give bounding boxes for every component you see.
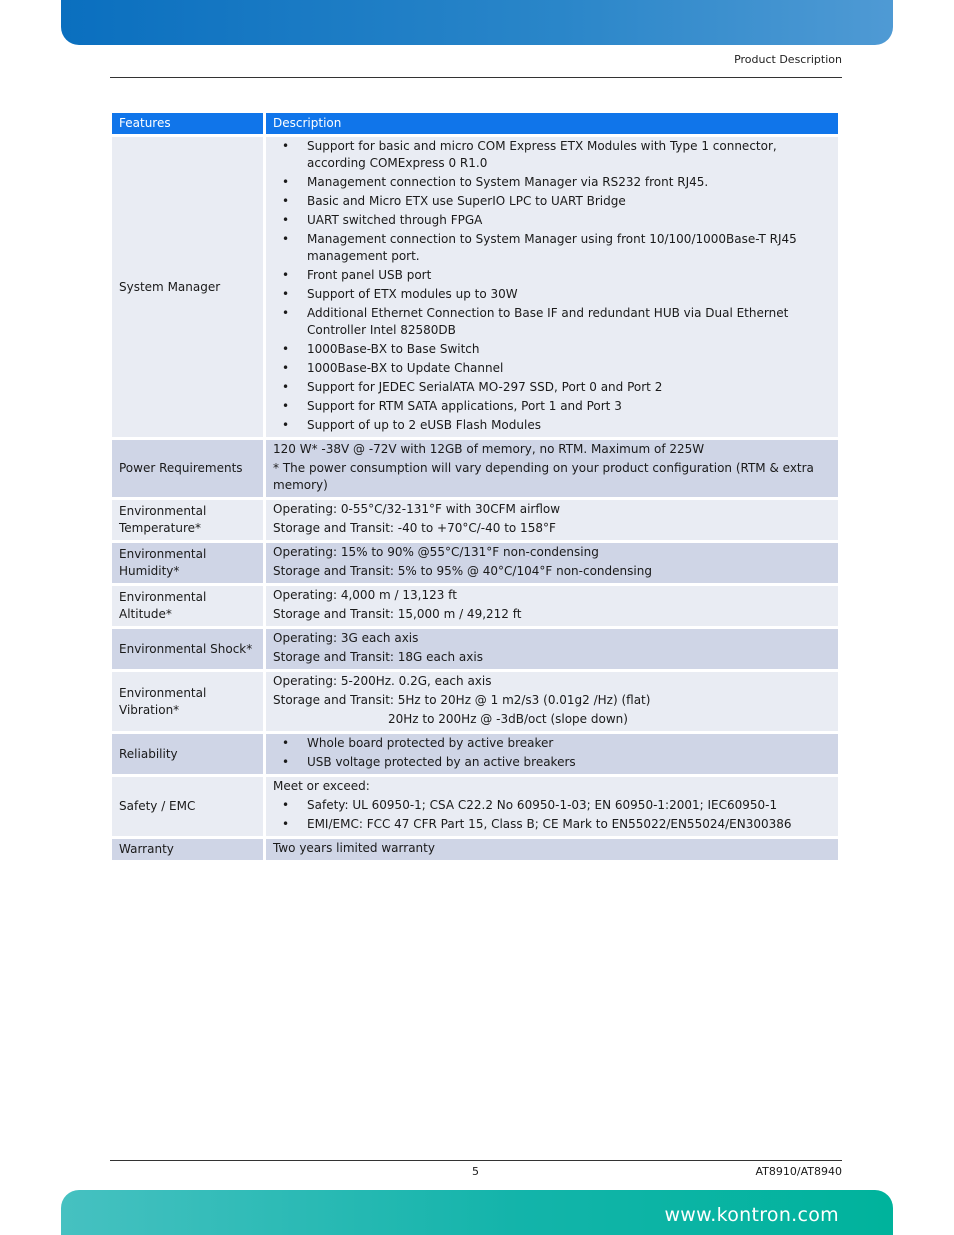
list-item: • Basic and Micro ETX use SuperIO LPC to UART Bridge <box>273 193 831 210</box>
description-line: 120 W* -38V @ -72V with 12GB of memory, no RTM. Maximum of 225W <box>273 442 705 456</box>
list-item: • Management connection to System Manager via RS232 front RJ45. <box>273 174 831 191</box>
feature-cell: Reliability <box>112 734 263 774</box>
description-line: Meet or exceed: <box>273 779 370 793</box>
description-line: Storage and Transit: -40 to +70°C/-40 to 158°F <box>273 521 556 535</box>
table-row <box>112 629 838 669</box>
feature-cell: Environmental Temperature* <box>112 500 263 540</box>
table-row <box>112 839 838 860</box>
feature-cell: Warranty <box>112 839 263 860</box>
column-header-description: Description <box>266 113 838 134</box>
description-cell <box>266 734 838 774</box>
list-item: • Support for RTM SATA applications, Port 1 and Port 3 <box>273 398 831 415</box>
website-link[interactable]: www.kontron.com <box>664 1204 839 1226</box>
description-cell <box>266 440 838 497</box>
feature-cell: System Manager <box>112 137 263 437</box>
description-line: Storage and Transit: 15,000 m / 49,212 ft <box>273 607 522 621</box>
footer-rule <box>110 1160 842 1161</box>
description-cell <box>266 672 838 731</box>
section-title: Product Description <box>734 53 842 66</box>
feature-cell: Power Requirements <box>112 440 263 497</box>
list-item: • Support of up to 2 eUSB Flash Modules <box>273 417 831 434</box>
table-header-row <box>112 113 838 134</box>
description-line: Operating: 3G each axis <box>273 631 419 645</box>
table-row <box>112 500 838 540</box>
feature-cell: Environmental Vibration* <box>112 672 263 731</box>
description-cell <box>266 629 838 669</box>
list-item: • Whole board protected by active breaker <box>273 735 831 752</box>
description-line: * The power consumption will vary depending on your product configuration (RTM & extra memory) <box>273 461 814 492</box>
description-line: Operating: 5-200Hz. 0.2G, each axis <box>273 674 492 688</box>
description-cell <box>266 839 838 860</box>
description-line: Two years limited warranty <box>273 841 435 855</box>
top-banner <box>61 0 893 45</box>
description-line: Storage and Transit: 5% to 95% @ 40°C/104°F non-condensing <box>273 564 652 578</box>
description-cell <box>266 777 838 836</box>
description-cell <box>266 500 838 540</box>
feature-cell: Environmental Humidity* <box>112 543 263 583</box>
column-header-features: Features <box>112 113 263 134</box>
list-item: • 1000Base-BX to Update Channel <box>273 360 831 377</box>
feature-cell: Safety / EMC <box>112 777 263 836</box>
table-row <box>112 137 838 437</box>
description-line: 20Hz to 200Hz @ -3dB/oct (slope down) <box>388 712 628 726</box>
bottom-banner <box>61 1190 893 1235</box>
description-cell <box>266 543 838 583</box>
feature-cell: Environmental Altitude* <box>112 586 263 626</box>
description-line: Operating: 15% to 90% @55°C/131°F non-condensing <box>273 545 599 559</box>
table-row <box>112 734 838 774</box>
bullet-list <box>273 735 831 771</box>
table-row <box>112 672 838 731</box>
list-item: • Front panel USB port <box>273 267 831 284</box>
description-cell <box>266 137 838 437</box>
list-item: • Additional Ethernet Connection to Base IF and redundant HUB via Dual Ethernet Controller Intel 82580DB <box>273 305 831 339</box>
list-item: • Support for JEDEC SerialATA MO-297 SSD, Port 0 and Port 2 <box>273 379 831 396</box>
list-item: • 1000Base-BX to Base Switch <box>273 341 831 358</box>
list-item: • Safety: UL 60950-1; CSA C22.2 No 60950-1-03; EN 60950-1:2001; IEC60950-1 <box>273 797 831 814</box>
table-row <box>112 777 838 836</box>
bullet-list <box>273 138 831 434</box>
description-line: Operating: 0-55°C/32-131°F with 30CFM airflow <box>273 502 561 516</box>
list-item: • EMI/EMC: FCC 47 CFR Part 15, Class B; CE Mark to EN55022/EN55024/EN300386 <box>273 816 831 833</box>
list-item: • Support of ETX modules up to 30W <box>273 286 831 303</box>
description-line: Storage and Transit: 5Hz to 20Hz @ 1 m2/s3 (0.01g2 /Hz) (flat) <box>273 693 651 707</box>
list-item: • Support for basic and micro COM Express ETX Modules with Type 1 connector, according COMExpress 0 R1.0 <box>273 138 831 172</box>
spec-table <box>109 110 841 863</box>
description-line: Storage and Transit: 18G each axis <box>273 650 483 664</box>
table-row <box>112 586 838 626</box>
list-item: • UART switched through FPGA <box>273 212 831 229</box>
description-cell <box>266 586 838 626</box>
description-line: Operating: 4,000 m / 13,123 ft <box>273 588 457 602</box>
table-row <box>112 543 838 583</box>
feature-cell: Environmental Shock* <box>112 629 263 669</box>
page-number: 5 <box>472 1165 479 1178</box>
list-item: • USB voltage protected by an active breakers <box>273 754 831 771</box>
document-id: AT8910/AT8940 <box>755 1165 842 1178</box>
table-row <box>112 440 838 497</box>
bullet-list <box>273 797 831 833</box>
list-item: • Management connection to System Manager using front 10/100/1000Base-T RJ45 management port. <box>273 231 831 265</box>
header-rule <box>110 77 842 78</box>
